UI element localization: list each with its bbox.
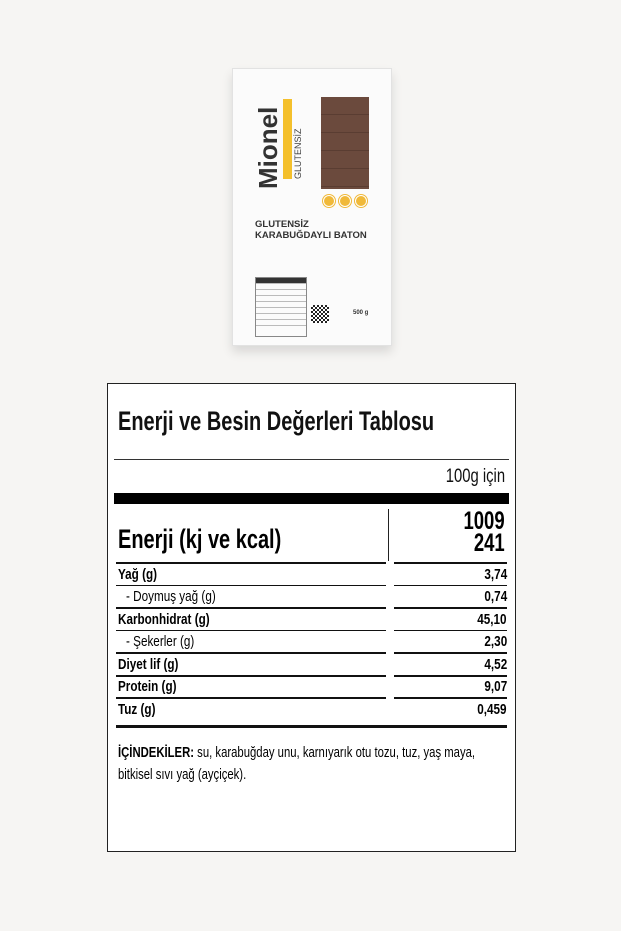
table-row (116, 652, 507, 675)
nutrient-label: Protein (g) (118, 678, 177, 696)
feature-icon (323, 195, 335, 207)
ingredients (118, 742, 508, 786)
serving-basis-text: 100g için (445, 466, 505, 487)
title-text: Enerji ve Besin Değerleri Tablosu (118, 406, 435, 436)
feature-icons (323, 195, 367, 207)
package-nutrition-table (255, 277, 307, 337)
table-title (118, 406, 545, 437)
table-row (116, 562, 507, 585)
nutrient-value: 0,74 (484, 587, 507, 605)
table-row (116, 675, 507, 698)
nutrition-table (107, 383, 516, 852)
gluten-free-badge: GLUTENSİZ (293, 128, 303, 179)
nutrient-label: Tuz (g) (118, 700, 156, 718)
ingredients-label: İÇİNDEKİLER: (118, 745, 195, 761)
divider (114, 459, 509, 460)
nutrient-value: 2,30 (484, 632, 507, 650)
nutrient-value: 45,10 (477, 610, 507, 628)
qr-code-icon (311, 305, 329, 323)
nutrient-label: - Doymuş yağ (g) (126, 587, 216, 605)
thick-divider (114, 493, 509, 504)
product-package-image (232, 68, 392, 346)
package-weight: 500 g (353, 310, 369, 316)
badge-band (283, 99, 292, 179)
column-divider (388, 509, 389, 561)
energy-values (449, 507, 505, 557)
energy-label (118, 524, 339, 555)
nutrient-label: - Şekerler (g) (126, 632, 195, 650)
nutrient-value: 0,459 (477, 700, 507, 718)
energy-label-text: Enerji (kj ve kcal) (118, 524, 282, 554)
nutrient-label: Karbonhidrat (g) (118, 610, 210, 628)
table-row (116, 630, 507, 653)
nutrient-label: Yağ (g) (118, 565, 158, 583)
nutrient-value: 4,52 (484, 655, 507, 673)
product-name-line: KARABUĞDAYLI BATON (255, 230, 367, 241)
nutrient-label: Diyet lif (g) (118, 655, 179, 673)
nutrient-rows (116, 562, 507, 720)
thick-divider (116, 725, 507, 728)
table-row (116, 607, 507, 630)
table-row (116, 585, 507, 608)
table-row (116, 697, 507, 720)
serving-basis (429, 466, 505, 488)
product-name-line: GLUTENSİZ (255, 219, 309, 230)
feature-icon (339, 195, 351, 207)
nutrient-value: 3,74 (484, 565, 507, 583)
package-product-name (255, 219, 367, 241)
bread-image (321, 97, 369, 189)
energy-kj: 1009 (463, 507, 505, 535)
nutrient-value: 9,07 (484, 678, 507, 696)
energy-kcal: 241 (474, 529, 505, 557)
brand-logo: Mionel (253, 106, 283, 189)
ingredients-text: su, karabuğday unu, karnıyarık otu tozu, tuz, yaş maya, bitkisel sıvı yağ (ayçiçek). (118, 745, 476, 783)
feature-icon (355, 195, 367, 207)
